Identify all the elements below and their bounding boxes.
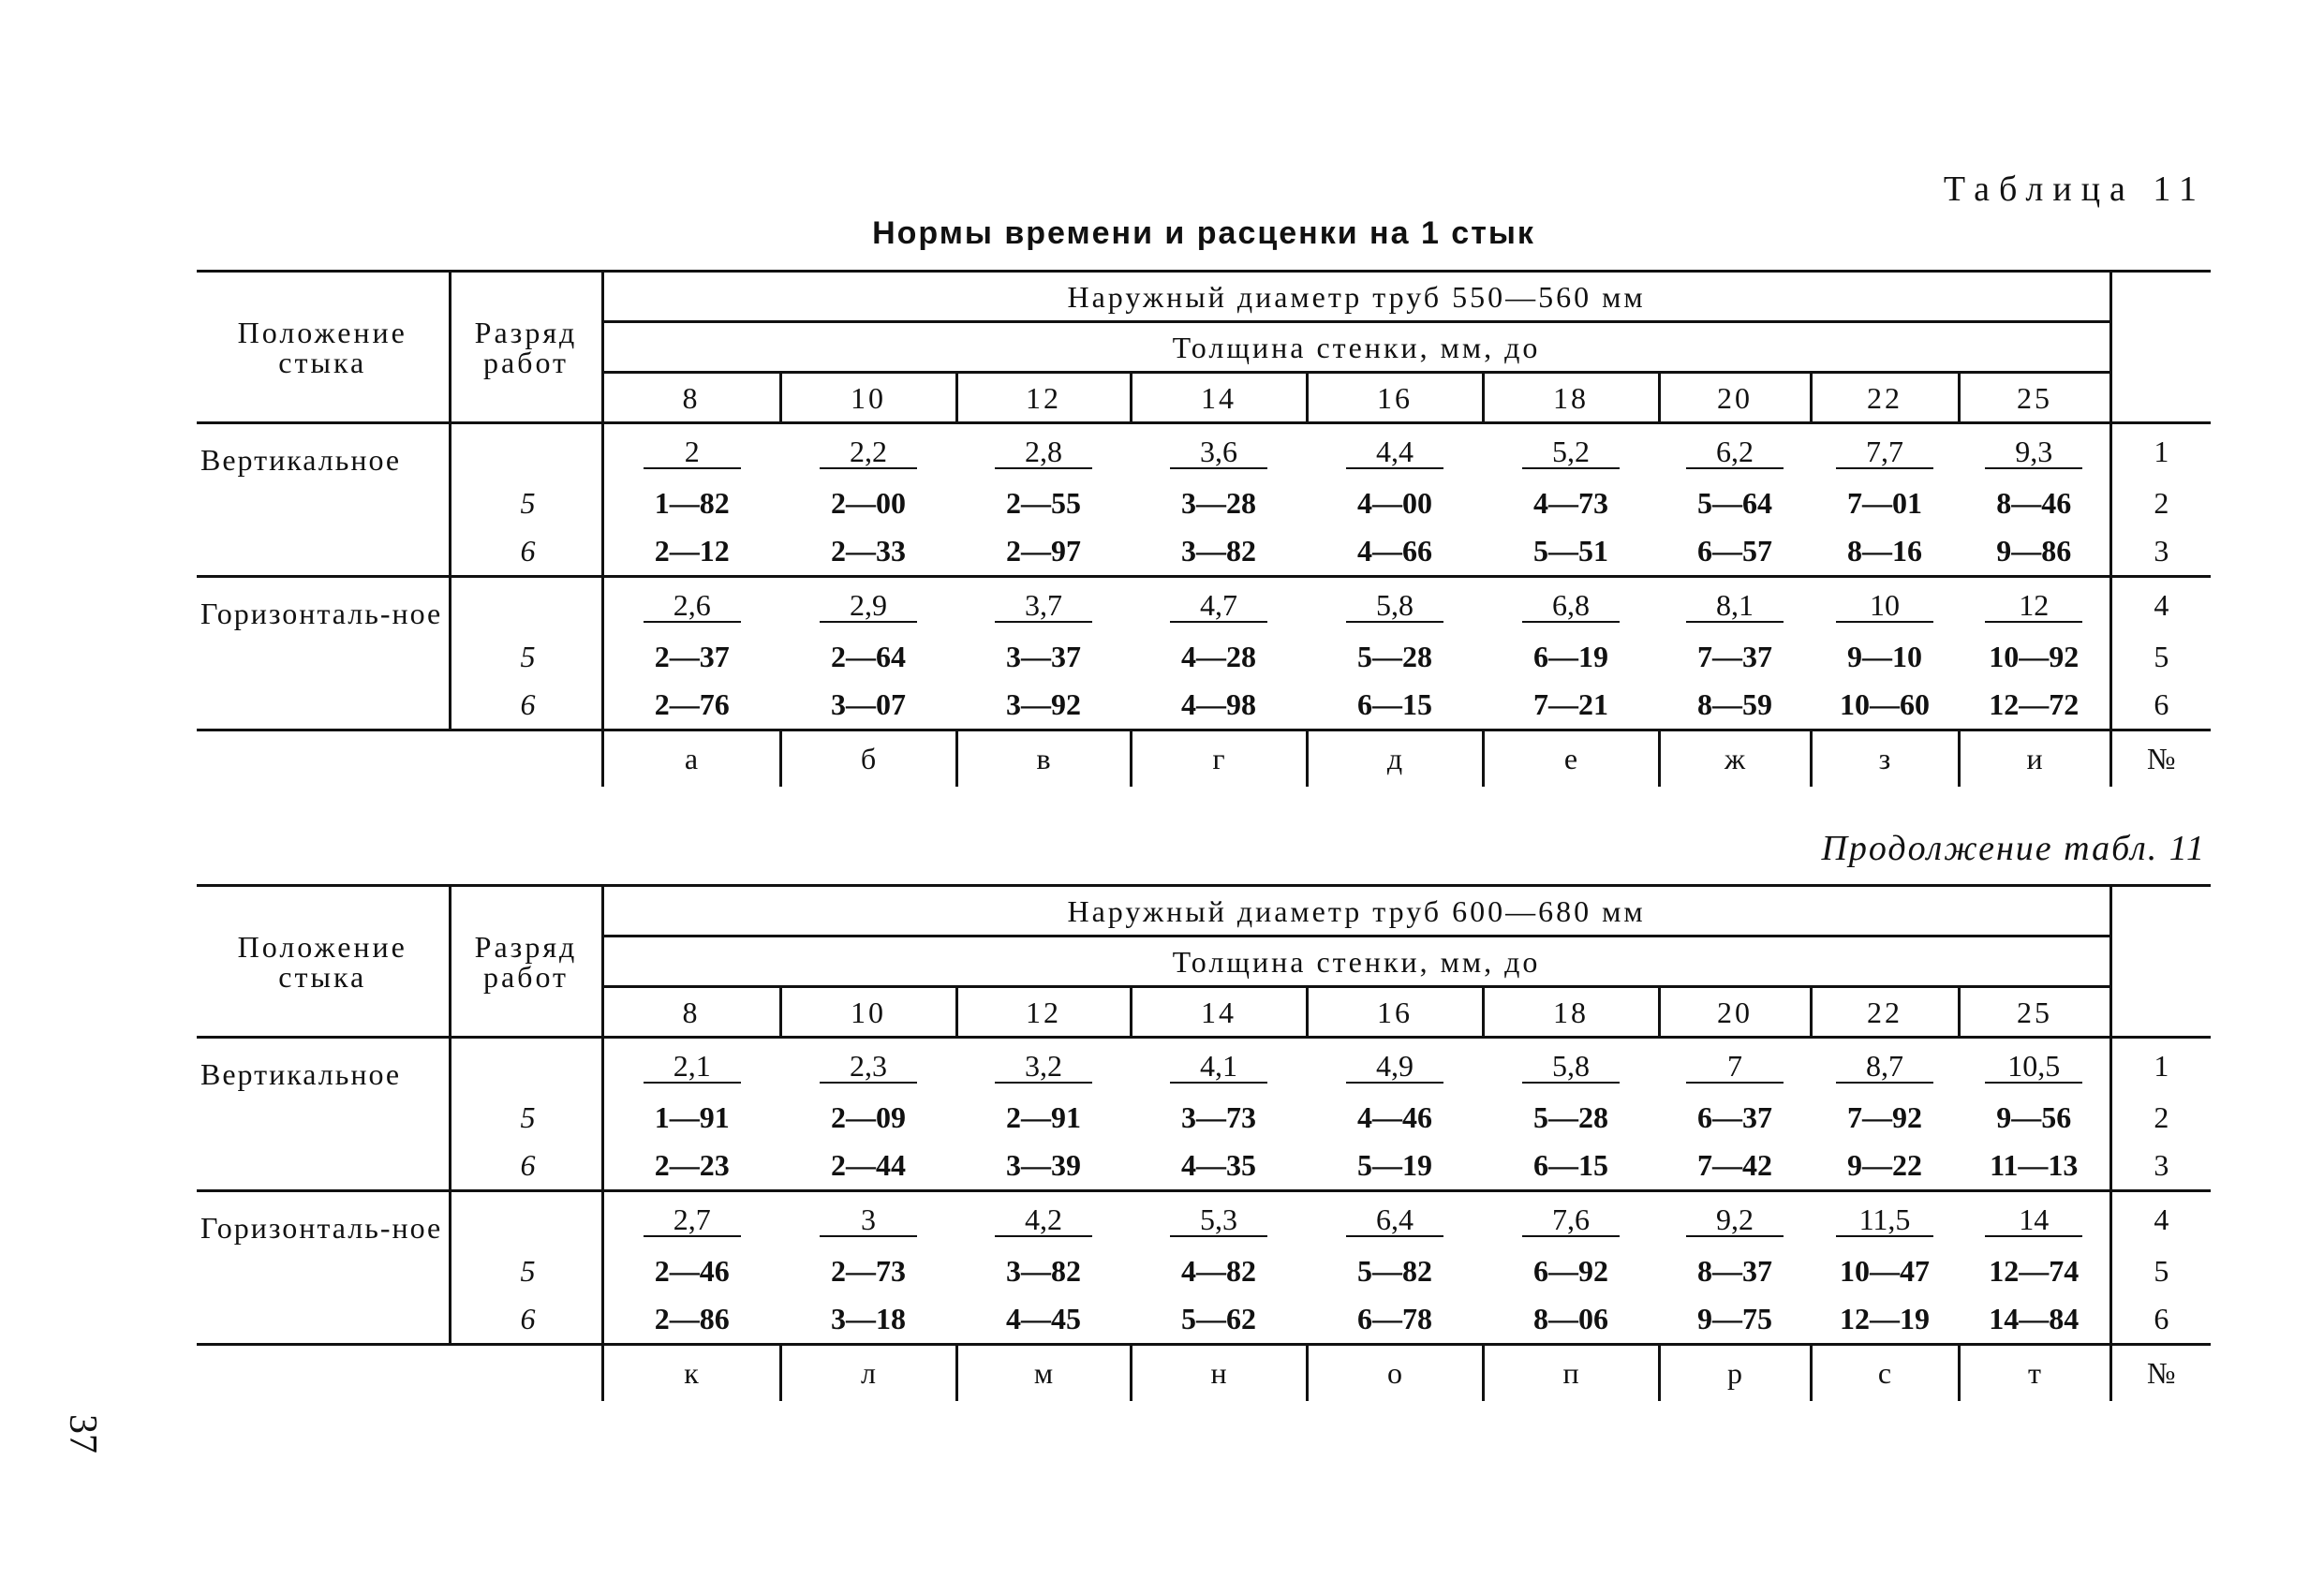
row-number: 5 <box>2110 1247 2211 1296</box>
norm-time-cell: 2 <box>602 423 780 479</box>
norm-time-cell: 3,2 <box>956 1038 1131 1094</box>
header-wall-thickness: Толщина стенки, мм, до <box>602 322 2110 373</box>
header-thickness-3: 14 <box>1131 373 1307 423</box>
rate-cell: 10—92 <box>1989 640 2080 673</box>
column-label: а <box>602 730 780 787</box>
header-position: Положение стыка <box>197 886 450 1038</box>
rate-cell: 7—37 <box>1697 640 1772 673</box>
header-thickness-4: 16 <box>1307 373 1483 423</box>
row-number: 2 <box>2110 1094 2211 1143</box>
rate-cell: 2—00 <box>831 486 906 520</box>
rate-cell: 11—13 <box>1959 1143 2110 1191</box>
norm-time-cell: 2,8 <box>956 423 1131 479</box>
rate-cell: 3—18 <box>780 1296 956 1345</box>
row-number: 6 <box>2110 1296 2211 1345</box>
rate-cell: 2—73 <box>831 1254 906 1288</box>
position-1: Горизонталь-ное <box>197 1191 450 1345</box>
rate-cell: 7—92 <box>1847 1100 1922 1134</box>
rate-cell: 4—66 <box>1307 528 1483 577</box>
column-label: з <box>1811 730 1959 787</box>
rate-cell: 5—28 <box>1533 1100 1608 1134</box>
rate-cell: 2—12 <box>602 528 780 577</box>
rate-cell: 14—84 <box>1959 1296 2110 1345</box>
table-row <box>197 633 2211 682</box>
rate-cell: 7—21 <box>1483 682 1659 730</box>
row-number: 3 <box>2110 1143 2211 1191</box>
rate-cell: 8—37 <box>1697 1254 1772 1288</box>
rate-cell: 6—78 <box>1307 1296 1483 1345</box>
grade-cell <box>450 577 602 633</box>
rate-cell: 6—37 <box>1697 1100 1772 1134</box>
norm-time-cell: 6,2 <box>1659 423 1811 479</box>
grade-cell: 5 <box>450 1247 602 1296</box>
column-label: д <box>1307 730 1483 787</box>
header-empty <box>2110 272 2211 423</box>
norm-time-cell: 4,2 <box>956 1191 1131 1247</box>
norm-time-cell: 2,3 <box>780 1038 956 1094</box>
column-label: р <box>1659 1345 1811 1401</box>
no-sign: № <box>2110 1345 2211 1401</box>
table-row <box>197 1247 2211 1296</box>
column-label: н <box>1131 1345 1307 1401</box>
table-row <box>197 479 2211 528</box>
rate-cell: 5—28 <box>1357 640 1432 673</box>
norms-table-550-560 <box>197 270 2211 787</box>
rate-cell: 7—01 <box>1847 486 1922 520</box>
rate-cell: 2—97 <box>956 528 1131 577</box>
rate-cell: 2—86 <box>602 1296 780 1345</box>
column-label: б <box>780 730 956 787</box>
column-label: в <box>956 730 1131 787</box>
header-thickness-6: 20 <box>1659 987 1811 1038</box>
norm-time-cell: 2,6 <box>602 577 780 633</box>
table-number: Таблица 11 <box>1943 170 2206 209</box>
rate-cell: 6—19 <box>1533 640 1608 673</box>
row-number: 6 <box>2110 682 2211 730</box>
rate-cell: 5—19 <box>1307 1143 1483 1191</box>
norm-time-cell: 2,1 <box>602 1038 780 1094</box>
grade-cell: 5 <box>450 633 602 682</box>
rate-cell: 3—82 <box>1131 528 1307 577</box>
row-number: 5 <box>2110 633 2211 682</box>
header-thickness-5: 18 <box>1483 373 1659 423</box>
rate-cell: 6—92 <box>1533 1254 1608 1288</box>
norm-time-cell: 9,3 <box>1959 423 2110 479</box>
rate-cell: 4—82 <box>1181 1254 1256 1288</box>
grade-cell: 6 <box>450 1296 602 1345</box>
norm-time-cell: 3,6 <box>1131 423 1307 479</box>
rate-cell: 2—91 <box>1006 1100 1081 1134</box>
norm-time-cell: 7,6 <box>1483 1191 1659 1247</box>
position-0: Вертикальное <box>197 423 450 577</box>
header-thickness-7: 22 <box>1811 373 1959 423</box>
norm-time-cell: 4,9 <box>1307 1038 1483 1094</box>
rate-cell: 2—09 <box>831 1100 906 1134</box>
norm-time-cell: 2,9 <box>780 577 956 633</box>
column-label: т <box>1959 1345 2110 1401</box>
grade-cell: 6 <box>450 528 602 577</box>
header-thickness-2: 12 <box>956 373 1131 423</box>
grade-cell <box>450 1038 602 1094</box>
header-thickness-4: 16 <box>1307 987 1483 1038</box>
norm-time-cell: 8,1 <box>1659 577 1811 633</box>
grade-cell <box>450 423 602 479</box>
grade-cell <box>450 1191 602 1247</box>
rate-cell: 4—98 <box>1131 682 1307 730</box>
rate-cell: 3—28 <box>1181 486 1256 520</box>
rate-cell: 1—91 <box>654 1100 730 1134</box>
norm-time-cell: 9,2 <box>1659 1191 1811 1247</box>
rate-cell: 2—46 <box>654 1254 730 1288</box>
header-thickness-3: 14 <box>1131 987 1307 1038</box>
header-thickness-2: 12 <box>956 987 1131 1038</box>
header-thickness-8: 25 <box>1959 373 2110 423</box>
rate-cell: 4—45 <box>956 1296 1131 1345</box>
norm-time-cell: 6,8 <box>1483 577 1659 633</box>
column-label: п <box>1483 1345 1659 1401</box>
table-row <box>197 528 2211 577</box>
norm-time-cell: 11,5 <box>1811 1191 1959 1247</box>
rate-cell: 4—46 <box>1357 1100 1432 1134</box>
header-thickness-1: 10 <box>780 373 956 423</box>
table-row <box>197 1296 2211 1345</box>
rate-cell: 3—39 <box>956 1143 1131 1191</box>
table-row <box>197 1191 2211 1247</box>
column-label: и <box>1959 730 2110 787</box>
rate-cell: 6—15 <box>1307 682 1483 730</box>
norm-time-cell: 5,8 <box>1483 1038 1659 1094</box>
header-diameter: Наружный диаметр труб 550—560 мм <box>602 272 2110 322</box>
norm-time-cell: 7 <box>1659 1038 1811 1094</box>
table-row <box>197 1038 2211 1094</box>
rate-cell: 12—72 <box>1959 682 2110 730</box>
table-row <box>197 1094 2211 1143</box>
grade-cell: 6 <box>450 1143 602 1191</box>
header-thickness-7: 22 <box>1811 987 1959 1038</box>
norm-time-cell: 8,7 <box>1811 1038 1959 1094</box>
column-label: к <box>602 1345 780 1401</box>
header-position: Положение стыка <box>197 272 450 423</box>
header-thickness-5: 18 <box>1483 987 1659 1038</box>
rate-cell: 2—37 <box>654 640 730 673</box>
rate-cell: 5—82 <box>1357 1254 1432 1288</box>
header-thickness-6: 20 <box>1659 373 1811 423</box>
rate-cell: 10—60 <box>1811 682 1959 730</box>
rate-cell: 2—64 <box>831 640 906 673</box>
rate-cell: 9—75 <box>1659 1296 1811 1345</box>
rate-cell: 3—73 <box>1181 1100 1256 1134</box>
rate-cell: 5—64 <box>1697 486 1772 520</box>
rate-cell: 7—42 <box>1659 1143 1811 1191</box>
rate-cell: 12—74 <box>1989 1254 2080 1288</box>
no-sign: № <box>2110 730 2211 787</box>
grade-cell: 5 <box>450 1094 602 1143</box>
rate-cell: 2—55 <box>1006 486 1081 520</box>
header-wall-thickness: Толщина стенки, мм, до <box>602 937 2110 987</box>
rate-cell: 6—57 <box>1659 528 1811 577</box>
rate-cell: 3—82 <box>1006 1254 1081 1288</box>
norms-table-600-680 <box>197 884 2211 1401</box>
position-0: Вертикальное <box>197 1038 450 1191</box>
norm-time-cell: 3 <box>780 1191 956 1247</box>
rate-cell: 8—46 <box>1996 486 2072 520</box>
rate-cell: 12—19 <box>1811 1296 1959 1345</box>
rate-cell: 3—07 <box>780 682 956 730</box>
column-label: о <box>1307 1345 1483 1401</box>
rate-cell: 10—47 <box>1840 1254 1930 1288</box>
norm-time-cell: 5,3 <box>1131 1191 1307 1247</box>
norm-time-cell: 5,2 <box>1483 423 1659 479</box>
norm-time-cell: 10,5 <box>1959 1038 2110 1094</box>
header-diameter: Наружный диаметр труб 600—680 мм <box>602 886 2110 937</box>
rate-cell: 2—23 <box>602 1143 780 1191</box>
column-label: е <box>1483 730 1659 787</box>
norm-time-cell: 7,7 <box>1811 423 1959 479</box>
norm-time-cell: 4,4 <box>1307 423 1483 479</box>
header-thickness-8: 25 <box>1959 987 2110 1038</box>
column-label: г <box>1131 730 1307 787</box>
table-title: Нормы времени и расценки на 1 стык <box>872 215 1535 251</box>
rate-cell: 4—28 <box>1181 640 1256 673</box>
norm-time-cell: 4,7 <box>1131 577 1307 633</box>
rate-cell: 2—44 <box>780 1143 956 1191</box>
rate-cell: 6—15 <box>1483 1143 1659 1191</box>
table-row <box>197 1143 2211 1191</box>
row-number: 3 <box>2110 528 2211 577</box>
rate-cell: 9—56 <box>1996 1100 2072 1134</box>
grade-cell: 5 <box>450 479 602 528</box>
rate-cell: 9—22 <box>1811 1143 1959 1191</box>
position-1: Горизонталь-ное <box>197 577 450 730</box>
norm-time-cell: 4,1 <box>1131 1038 1307 1094</box>
table-row <box>197 577 2211 633</box>
column-label: л <box>780 1345 956 1401</box>
page-number: 37 <box>61 1414 104 1453</box>
norm-time-cell: 2,2 <box>780 423 956 479</box>
row-number: 1 <box>2110 423 2211 479</box>
header-thickness-0: 8 <box>602 987 780 1038</box>
column-label: м <box>956 1345 1131 1401</box>
rate-cell: 9—10 <box>1847 640 1922 673</box>
rate-cell: 4—73 <box>1533 486 1608 520</box>
rate-cell: 3—37 <box>1006 640 1081 673</box>
norm-time-cell: 12 <box>1959 577 2110 633</box>
rate-cell: 4—35 <box>1131 1143 1307 1191</box>
table-row <box>197 423 2211 479</box>
rate-cell: 2—76 <box>602 682 780 730</box>
rate-cell: 5—51 <box>1483 528 1659 577</box>
table-row <box>197 682 2211 730</box>
norm-time-cell: 2,7 <box>602 1191 780 1247</box>
rate-cell: 3—92 <box>956 682 1131 730</box>
row-number: 2 <box>2110 479 2211 528</box>
norm-time-cell: 10 <box>1811 577 1959 633</box>
row-number: 4 <box>2110 577 2211 633</box>
norm-time-cell: 3,7 <box>956 577 1131 633</box>
header-grade: Разряд работ <box>450 886 602 1038</box>
column-label: ж <box>1659 730 1811 787</box>
norm-time-cell: 6,4 <box>1307 1191 1483 1247</box>
rate-cell: 5—62 <box>1131 1296 1307 1345</box>
rate-cell: 8—16 <box>1811 528 1959 577</box>
row-number: 1 <box>2110 1038 2211 1094</box>
norm-time-cell: 14 <box>1959 1191 2110 1247</box>
continuation-label: Продолжение табл. 11 <box>1821 829 2206 868</box>
rate-cell: 8—06 <box>1483 1296 1659 1345</box>
rate-cell: 2—33 <box>780 528 956 577</box>
rate-cell: 9—86 <box>1959 528 2110 577</box>
header-thickness-1: 10 <box>780 987 956 1038</box>
grade-cell: 6 <box>450 682 602 730</box>
header-grade: Разряд работ <box>450 272 602 423</box>
rate-cell: 8—59 <box>1659 682 1811 730</box>
rate-cell: 1—82 <box>654 486 730 520</box>
rate-cell: 4—00 <box>1357 486 1432 520</box>
column-label: с <box>1811 1345 1959 1401</box>
row-number: 4 <box>2110 1191 2211 1247</box>
norm-time-cell: 5,8 <box>1307 577 1483 633</box>
header-empty <box>2110 886 2211 1038</box>
header-thickness-0: 8 <box>602 373 780 423</box>
